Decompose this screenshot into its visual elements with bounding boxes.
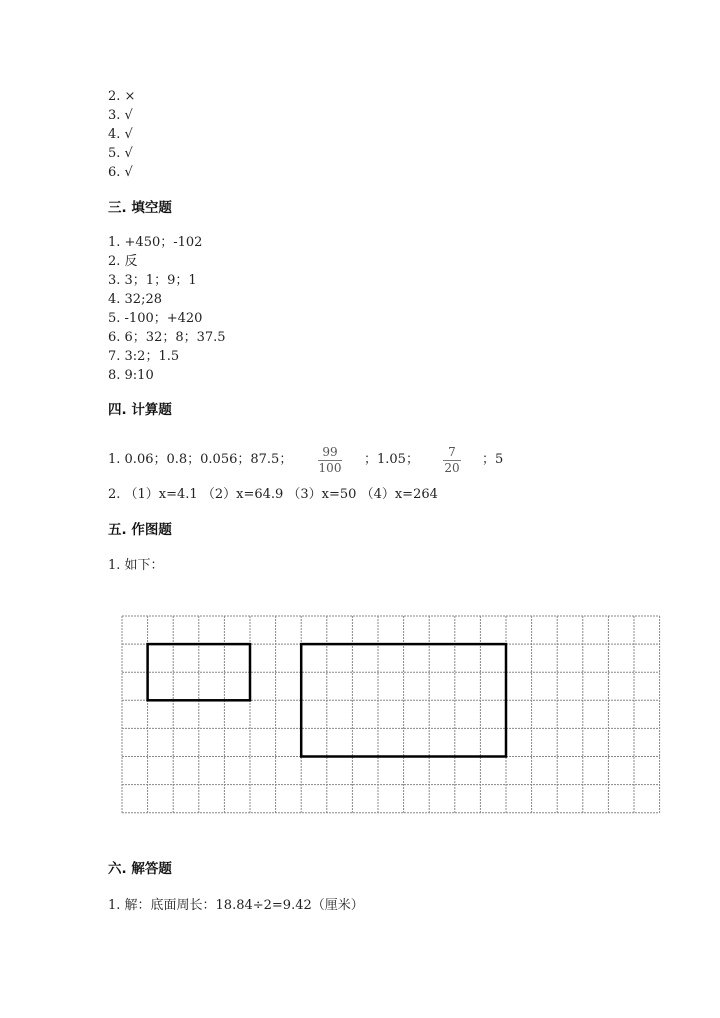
fill-answer: 8. 9:10 (108, 368, 154, 383)
fill-answer: 4. 32;28 (108, 292, 162, 307)
check-mark: √ (124, 165, 133, 180)
calc-line-1-suffix: ；5 (482, 452, 504, 467)
denominator: 20 (444, 461, 460, 475)
section-heading-draw: 五. 作图题 (108, 522, 172, 538)
calc-line-2: 2. （1）x=4.1 （2）x=64.9 （3）x=50 （4）x=264 (108, 487, 438, 502)
answer-number: 2. (108, 89, 121, 104)
grid-drawing (120, 614, 664, 818)
denominator: 100 (318, 461, 342, 475)
section-heading-calc: 四. 计算题 (108, 402, 172, 418)
answer-number: 6. (108, 165, 121, 180)
check-mark: √ (124, 108, 133, 123)
answer-number: 3. (108, 108, 121, 123)
answer-number: 5. (108, 146, 121, 161)
fraction-7-20 (443, 446, 461, 475)
numerator: 7 (448, 445, 456, 459)
fill-answer: 5. -100；+420 (108, 311, 203, 326)
judge-answer (108, 146, 133, 162)
fraction-99-100 (318, 446, 342, 475)
section-heading-answer: 六. 解答题 (108, 861, 172, 877)
check-mark: √ (124, 146, 133, 161)
judge-answer (108, 89, 135, 105)
fill-answer: 6. 6；32；8；37.5 (108, 330, 226, 345)
fill-answer: 7. 3:2；1.5 (108, 349, 180, 364)
draw-answer: 1. 如下： (108, 558, 164, 573)
solution-line: 1. 解：底面周长：18.84÷2=9.42（厘米） (108, 898, 364, 913)
judge-answer (108, 165, 133, 181)
judge-answer (108, 127, 133, 143)
cross-mark: × (124, 89, 136, 104)
fill-answer: 2. 反 (108, 254, 138, 269)
section-heading-fill: 三. 填空题 (108, 200, 172, 216)
calc-line-1-mid: ；1.05； (364, 452, 419, 467)
answer-number: 4. (108, 127, 121, 142)
fill-answer: 3. 3；1；9；1 (108, 273, 197, 288)
numerator: 99 (322, 445, 338, 459)
calc-line-1-prefix: 1. 0.06；0.8；0.056；87.5； (108, 452, 293, 467)
judge-answer (108, 108, 133, 124)
fill-answer: 1. +450；-102 (108, 235, 203, 250)
check-mark: √ (124, 127, 133, 142)
